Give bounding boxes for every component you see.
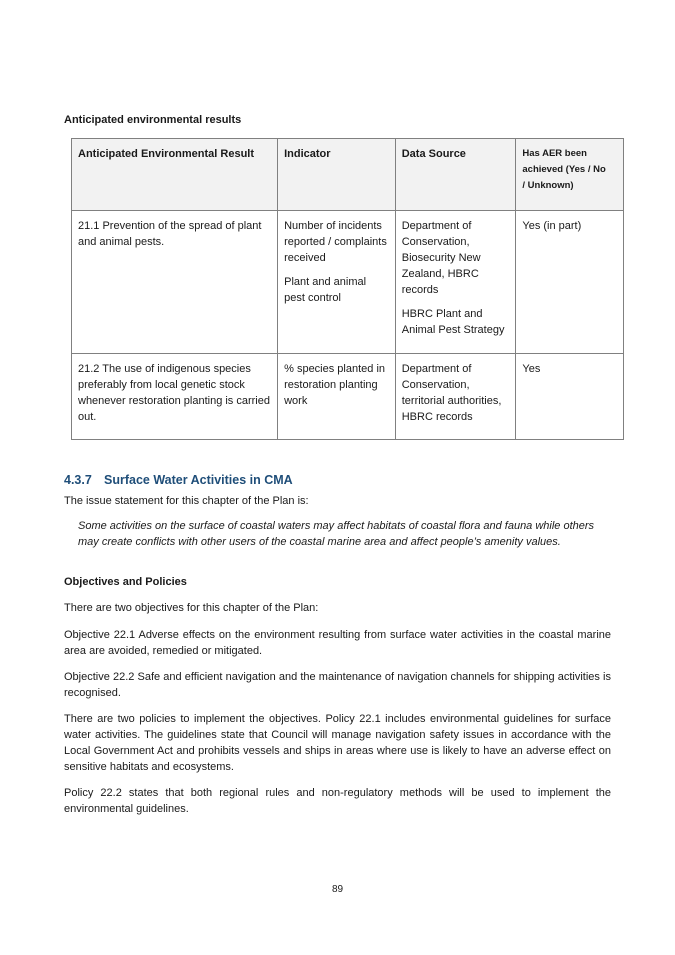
- header-achieved-line-3: / Unknown): [522, 180, 574, 191]
- table-header-row: [72, 139, 624, 211]
- objective-22-1: Objective 22.1 Adverse effects on the environment resulting from surface water activities in the coastal marine area are avoided, remedied or mitigated.: [64, 629, 611, 657]
- cell-source: [395, 211, 516, 354]
- cell-achieved: Yes: [516, 354, 624, 440]
- section-title: Surface Water Activities in CMA: [104, 473, 293, 487]
- table-row: [72, 211, 624, 354]
- header-indicator: Indicator: [278, 139, 396, 211]
- section-number: 4.3.7: [64, 473, 92, 487]
- cell-result: 21.1 Prevention of the spread of plant and animal pests.: [72, 211, 278, 354]
- cell-achieved: Yes (in part): [516, 211, 624, 354]
- objective-22-2: Objective 22.2 Safe and efficient navigation and the maintenance of navigation channels for shipping activities is recognised.: [64, 671, 611, 699]
- source-text: HBRC Plant and Animal Pest Strategy: [401, 308, 505, 336]
- cell-source: Department of Conservation, territorial authorities, HBRC records: [395, 354, 516, 440]
- section-heading: [64, 473, 293, 487]
- intro-paragraph: The issue statement for this chapter of the Plan is:: [64, 495, 309, 507]
- header-achieved: [516, 139, 624, 211]
- subheading: Objectives and Policies: [64, 576, 187, 588]
- cell-result: 21.2 The use of indigenous species preferably from local genetic stock whenever restoration planting is carried out.: [72, 354, 278, 440]
- header-source: Data Source: [395, 139, 516, 211]
- policy-22-2: Policy 22.2 states that both regional rules and non-regulatory methods will be used to implement the environmental guidelines.: [64, 787, 611, 815]
- cell-indicator: % species planted in restoration planting work: [278, 354, 396, 440]
- aer-table: [71, 138, 624, 440]
- table-row: [72, 354, 624, 440]
- cell-indicator: [278, 211, 396, 354]
- policies-paragraph: There are two policies to implement the objectives. Policy 22.1 includes environmental guidelines for surface water activities. The guidelines state that Council will manage navigation safety issues in accordance with the Local Government Act and prohibits vessels and ships in areas where use is likely to have an adverse effect on sensitive habitats and ecosystems.: [64, 713, 611, 773]
- table-caption: Anticipated environmental results: [64, 114, 242, 126]
- header-achieved-line-2: achieved (Yes / No: [522, 164, 606, 175]
- page-number: 89: [331, 884, 344, 895]
- objectives-intro: There are two objectives for this chapter of the Plan:: [64, 602, 319, 614]
- header-result: Anticipated Environmental Result: [72, 139, 278, 211]
- issue-statement: Some activities on the surface of coastal waters may affect habitats of coastal flora and fauna while others may create conflicts with other users of the coastal marine area and affect people’s amenity values.: [78, 520, 595, 548]
- indicator-text: Plant and animal pest control: [284, 276, 367, 304]
- indicator-text: Number of incidents reported / complaints received: [284, 220, 387, 264]
- header-achieved-line-1: Has AER been: [522, 148, 587, 159]
- source-text: Department of Conservation, Biosecurity New Zealand, HBRC records: [401, 220, 481, 296]
